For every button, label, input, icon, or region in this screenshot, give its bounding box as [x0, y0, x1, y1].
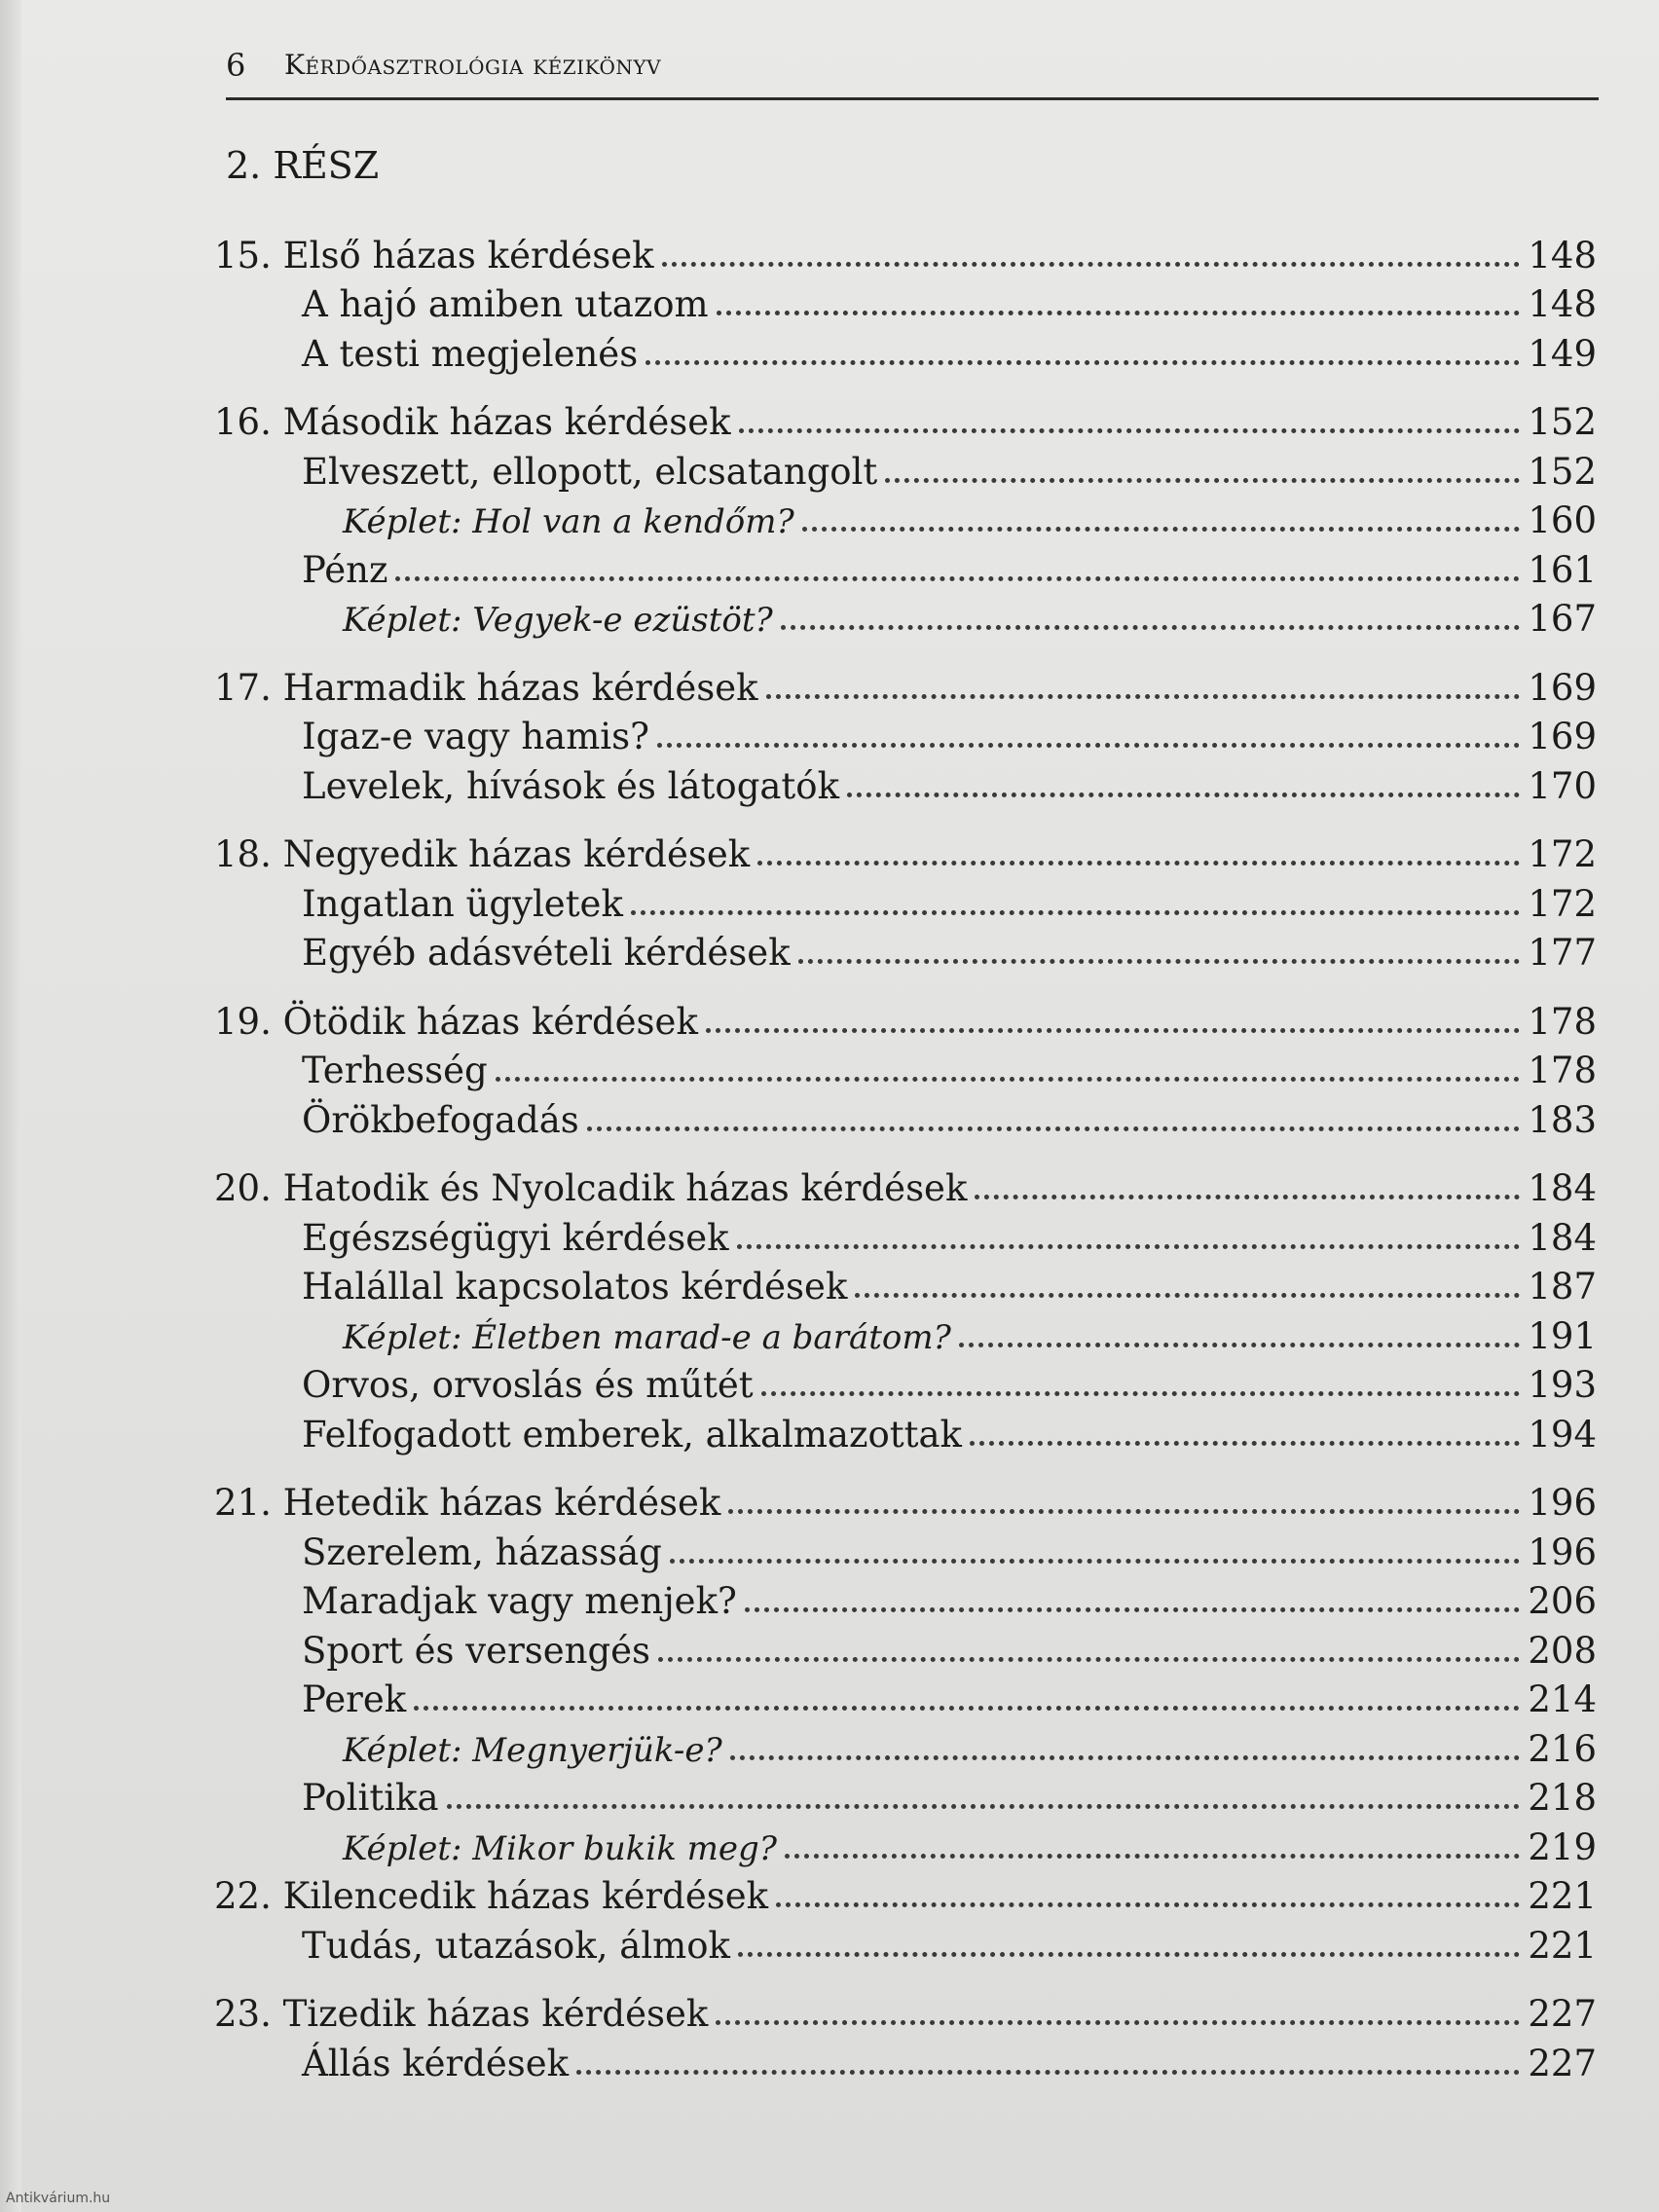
toc-entry-page: 178 [1528, 1000, 1597, 1043]
toc-entry [214, 440, 1597, 493]
toc-entry-title: Levelek, hívások és látogatók [302, 764, 840, 807]
part-heading: 2. RÉSZ [226, 144, 380, 187]
toc-entry [214, 1206, 1597, 1259]
toc-entry-title: Sport és versengés [302, 1629, 651, 1672]
toc-entry-title: Egyéb adásvételi kérdések [302, 932, 791, 974]
toc-entry [214, 588, 1597, 638]
toc-entry-page: 221 [1528, 1875, 1597, 1917]
dot-leader [645, 360, 1520, 365]
toc-entry-page: 227 [1528, 2042, 1597, 2084]
dot-leader [798, 959, 1521, 964]
toc-entry [214, 1669, 1597, 1718]
toc-entry-title: Képlet: Vegyek-e ezüstöt? [343, 601, 773, 640]
toc-entry [214, 1305, 1597, 1357]
toc-entry-page: 148 [1528, 234, 1597, 276]
toc-entry-page: 196 [1528, 1530, 1597, 1573]
toc-entry-page: 184 [1528, 1167, 1597, 1209]
toc-entry [214, 872, 1597, 925]
toc-entry-title: Igaz-e vagy hamis? [302, 716, 649, 757]
dot-leader [975, 1195, 1520, 1199]
watermark-text: Antikvárium.hu [6, 2191, 111, 2206]
dot-leader [730, 1755, 1521, 1760]
toc-entry-page: 208 [1528, 1629, 1597, 1672]
dot-leader [576, 2070, 1520, 2075]
page-edge [0, 0, 21, 2212]
toc-entry [214, 538, 1597, 591]
dot-leader [959, 1343, 1521, 1347]
toc-entry-title: Pénz [302, 548, 388, 591]
toc-entry [214, 1983, 1597, 2033]
toc-entry [214, 1472, 1597, 1522]
toc-entry-page: 172 [1528, 833, 1597, 875]
toc-entry [214, 1570, 1597, 1620]
toc-entry-title: Terhesség [302, 1050, 488, 1091]
toc-entry-page: 178 [1528, 1050, 1597, 1091]
toc-entry-title: 23. Tizedik házas kérdések [214, 1993, 709, 2035]
dot-leader [776, 1902, 1520, 1907]
toc-entry-page: 219 [1528, 1825, 1597, 1868]
toc-entry-page: 177 [1528, 932, 1597, 974]
toc-entry [214, 1521, 1597, 1573]
toc-entry [214, 755, 1597, 807]
toc-entry [214, 990, 1597, 1043]
toc-entry-title: Perek [302, 1678, 407, 1720]
toc-entry [214, 656, 1597, 709]
dot-leader [761, 1391, 1521, 1396]
toc-entry-page: 194 [1528, 1413, 1597, 1456]
dot-leader [855, 1293, 1520, 1298]
toc-entry-title: Elveszett, ellopott, elcsatangolt [302, 450, 878, 493]
dot-leader [662, 262, 1521, 267]
toc-entry-page: 152 [1528, 401, 1597, 443]
toc-entry [214, 391, 1597, 441]
toc-entry [214, 824, 1597, 873]
toc-entry-page: 148 [1528, 283, 1597, 325]
dot-leader [781, 625, 1521, 630]
toc-entry-title: 17. Harmadik házas kérdések [214, 666, 758, 709]
toc-entry [214, 322, 1597, 375]
dot-leader [970, 1441, 1520, 1446]
toc-entry-title: 16. Második házas kérdések [214, 401, 731, 443]
dot-leader [717, 311, 1521, 315]
dot-leader [706, 1028, 1521, 1033]
toc-entry [214, 706, 1597, 756]
dot-leader [447, 1804, 1521, 1809]
toc-entry-page: 161 [1528, 548, 1597, 591]
toc-entry [214, 1158, 1597, 1207]
toc-entry [214, 1767, 1597, 1817]
dot-leader [670, 1559, 1521, 1564]
toc-entry [214, 1865, 1597, 1915]
dot-leader [847, 793, 1520, 797]
toc-entry [214, 1040, 1597, 1089]
table-of-contents [214, 224, 1597, 2082]
toc-entry-page: 149 [1528, 332, 1597, 375]
toc-entry [214, 274, 1597, 323]
dot-leader [766, 694, 1521, 699]
toc-entry-page: 221 [1528, 1924, 1597, 1967]
toc-entry-page: 160 [1528, 499, 1597, 541]
dot-leader [785, 1854, 1520, 1859]
toc-entry-title: Halállal kapcsolatos kérdések [302, 1266, 848, 1308]
toc-entry [214, 2032, 1597, 2082]
toc-entry-page: 187 [1528, 1266, 1597, 1308]
toc-entry-page: 196 [1528, 1482, 1597, 1524]
toc-entry [214, 1088, 1597, 1141]
toc-entry-page: 169 [1528, 716, 1597, 757]
toc-entry-page: 191 [1528, 1314, 1597, 1357]
toc-entry-title: 20. Hatodik és Nyolcadik házas kérdések [214, 1167, 968, 1209]
dot-leader [757, 861, 1520, 866]
dot-leader [496, 1077, 1521, 1082]
dot-leader [716, 2020, 1520, 2025]
toc-entry-page: 167 [1528, 598, 1597, 640]
dot-leader [728, 1509, 1520, 1514]
toc-entry-title: Képlet: Hol van a kendőm? [343, 502, 794, 541]
dot-leader [587, 1126, 1521, 1131]
toc-entry [214, 1914, 1597, 1967]
toc-entry [214, 922, 1597, 972]
page-header [226, 39, 1599, 100]
dot-leader [657, 743, 1520, 748]
toc-entry-page: 227 [1528, 1993, 1597, 2035]
toc-entry-page: 183 [1528, 1098, 1597, 1141]
toc-entry-title: Képlet: Mikor bukik meg? [343, 1828, 778, 1868]
toc-entry [214, 490, 1597, 539]
toc-entry [214, 1403, 1597, 1456]
toc-entry-title: A hajó amiben utazom [302, 283, 709, 325]
dot-leader [739, 428, 1521, 433]
toc-entry-title: Örökbefogadás [302, 1098, 579, 1141]
toc-entry-page: 170 [1528, 764, 1597, 807]
dot-leader [414, 1706, 1520, 1711]
toc-entry-page: 172 [1528, 882, 1597, 925]
running-title: Kérdőasztrológia kézikönyv [284, 49, 662, 81]
toc-entry-title: Képlet: Megnyerjük-e? [343, 1730, 722, 1770]
toc-entry-title: Orvos, orvoslás és műtét [302, 1364, 754, 1406]
toc-entry-title: Felfogadott emberek, alkalmazottak [302, 1413, 962, 1456]
dot-leader [737, 1244, 1521, 1249]
toc-entry [214, 1816, 1597, 1868]
toc-entry-title: Egészségügyi kérdések [302, 1216, 729, 1259]
toc-entry-page: 184 [1528, 1216, 1597, 1259]
toc-entry-title: Képlet: Életben marad-e a barátom? [343, 1317, 951, 1357]
toc-entry [214, 224, 1597, 274]
toc-entry-title: 21. Hetedik házas kérdések [214, 1482, 721, 1524]
toc-entry-title: Maradjak vagy menjek? [302, 1580, 737, 1622]
toc-entry-title: Állás kérdések [302, 2042, 570, 2084]
toc-entry-title: Ingatlan ügyletek [302, 882, 623, 925]
toc-entry-title: 19. Ötödik házas kérdések [214, 1000, 698, 1043]
dot-leader [802, 527, 1521, 532]
toc-entry-title: 18. Negyedik házas kérdések [214, 833, 751, 875]
dot-leader [631, 910, 1521, 915]
toc-entry [214, 1717, 1597, 1770]
toc-entry-page: 218 [1528, 1777, 1597, 1819]
toc-entry-page: 216 [1528, 1727, 1597, 1770]
toc-entry-title: A testi megjelenés [302, 332, 639, 375]
toc-entry-title: Tudás, utazások, álmok [302, 1924, 730, 1967]
toc-entry-page: 214 [1528, 1678, 1597, 1720]
dot-leader [395, 576, 1520, 581]
dot-leader [658, 1657, 1520, 1662]
toc-entry-page: 169 [1528, 666, 1597, 709]
toc-entry-title: Politika [302, 1777, 439, 1819]
toc-entry [214, 1354, 1597, 1404]
toc-entry-page: 193 [1528, 1364, 1597, 1406]
toc-entry-title: 22. Kilencedik házas kérdések [214, 1875, 769, 1917]
toc-entry-title: 15. Első házas kérdések [214, 234, 654, 276]
toc-entry-page: 152 [1528, 450, 1597, 493]
dot-leader [885, 478, 1520, 483]
toc-entry [214, 1256, 1597, 1306]
toc-entry-page: 206 [1528, 1580, 1597, 1622]
dot-leader [738, 1952, 1520, 1957]
toc-entry-title: Szerelem, házasság [302, 1530, 662, 1573]
toc-entry [214, 1619, 1597, 1672]
dot-leader [745, 1607, 1521, 1612]
page-number: 6 [226, 47, 246, 84]
